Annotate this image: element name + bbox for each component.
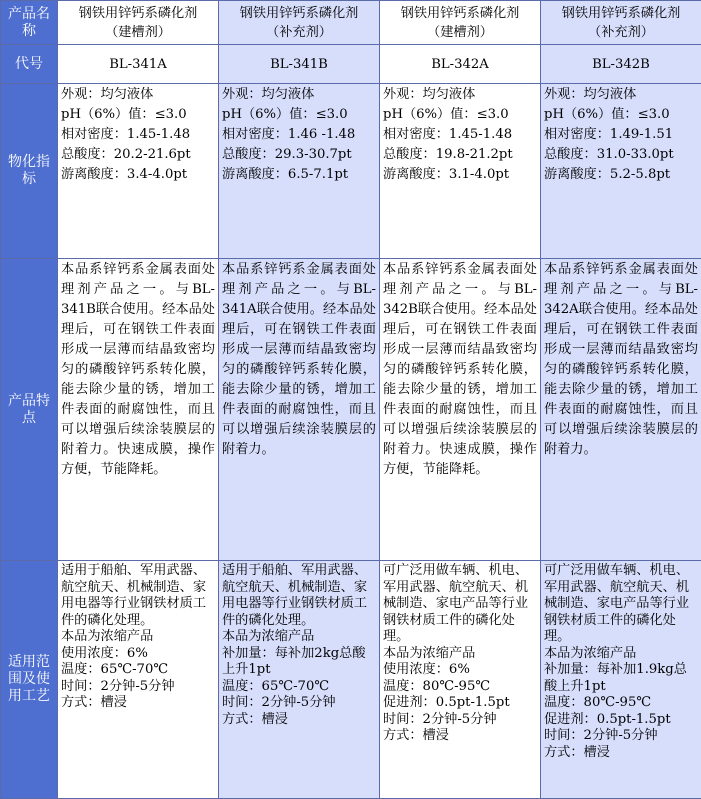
application-time: 时间：2分钟-5分钟 <box>61 679 215 696</box>
application-temperature: 温度：65℃-70℃ <box>61 662 215 679</box>
product-features: 本品系锌钙系金属表面处理剂产品之一。与BL-341B联合使用。经本品处理后，可在钢铁工件表面形成一层薄而结晶致密均匀的磷酸锌钙系转化膜，能去除少量的锈，增加工件表面的耐腐蚀性，而且可以增强后续涂装膜层的附着力。快速成膜，操作方便，节能降耗。 <box>58 259 219 561</box>
application-replenish: 补加量：每补加1.9kg总酸上升1pt <box>544 662 698 695</box>
property-ph: pH（6%）值：≤3.0 <box>222 105 376 125</box>
property-total-acidity: 总酸度：19.8-21.2pt <box>383 145 537 165</box>
cell-application <box>219 561 380 799</box>
property-density: 相对密度：1.45-1.48 <box>61 125 215 145</box>
property-free-acidity: 游离酸度：3.1-4.0pt <box>383 165 537 185</box>
row-label-features: 产品特点 <box>1 259 58 561</box>
product-type: （建槽剂） <box>383 23 537 42</box>
property-ph: pH（6%）值：≤3.0 <box>544 105 698 125</box>
application-replenish: 补加量：每补加2kg总酸上升1pt <box>222 646 376 679</box>
product-name: 钢铁用锌钙系磷化剂 <box>383 4 537 23</box>
cell-properties <box>219 84 380 259</box>
application-concentrate: 本品为浓缩产品 <box>383 646 537 663</box>
property-density: 相对密度：1.45-1.48 <box>383 125 537 145</box>
row-product-name <box>1 1 701 45</box>
application-scope: 适用于船舶、军用武器、航空航天、机械制造、家用电器等行业钢铁材质工件的磷化处理。 <box>61 563 215 629</box>
product-code: BL-342A <box>380 45 541 84</box>
property-free-acidity: 游离酸度：3.4-4.0pt <box>61 165 215 185</box>
property-free-acidity: 游离酸度：6.5-7.1pt <box>222 165 376 185</box>
property-appearance: 外观：均匀液体 <box>383 85 537 105</box>
property-appearance: 外观：均匀液体 <box>61 85 215 105</box>
application-concentrate: 本品为浓缩产品 <box>61 629 215 646</box>
row-label-application: 适用范围及使用工艺 <box>1 561 58 799</box>
product-code: BL-341A <box>58 45 219 84</box>
cell-properties <box>58 84 219 259</box>
property-density: 相对密度：1.49-1.51 <box>544 125 698 145</box>
property-ph: pH（6%）值：≤3.0 <box>61 105 215 125</box>
application-accelerator: 促进剂：0.5pt-1.5pt <box>544 712 698 729</box>
product-type: （补充剂） <box>544 23 698 42</box>
cell-application <box>541 561 701 799</box>
application-temperature: 温度：65℃-70℃ <box>222 679 376 696</box>
property-appearance: 外观：均匀液体 <box>222 85 376 105</box>
cell-product-name <box>58 1 219 45</box>
application-method: 方式：槽浸 <box>61 695 215 712</box>
application-method: 方式：槽浸 <box>383 728 537 745</box>
property-free-acidity: 游离酸度：5.2-5.8pt <box>544 165 698 185</box>
product-code: BL-342B <box>541 45 701 84</box>
product-type: （建槽剂） <box>61 23 215 42</box>
row-properties <box>1 84 701 259</box>
application-time: 时间：2分钟-5分钟 <box>383 712 537 729</box>
row-label-properties: 物化指标 <box>1 84 58 259</box>
application-concentrate: 本品为浓缩产品 <box>544 646 698 663</box>
row-label-product-name: 产品名称 <box>1 1 58 45</box>
application-method: 方式：槽浸 <box>222 712 376 729</box>
property-appearance: 外观：均匀液体 <box>544 85 698 105</box>
product-features: 本品系锌钙系金属表面处理剂产品之一。与BL-342B联合使用。经本品处理后，可在钢铁工件表面形成一层薄而结晶致密均匀的磷酸锌钙系转化膜，能去除少量的锈，增加工件表面的耐腐蚀性，而且可以增强后续涂装膜层的附着力。快速成膜，操作方便，节能降耗。 <box>380 259 541 561</box>
cell-application <box>380 561 541 799</box>
application-usage: 使用浓度：6% <box>61 646 215 663</box>
cell-properties <box>380 84 541 259</box>
application-scope: 适用于船舶、军用武器、航空航天、机械制造、家用电器等行业钢铁材质工件的磷化处理。 <box>222 563 376 629</box>
property-total-acidity: 总酸度：31.0-33.0pt <box>544 145 698 165</box>
product-name: 钢铁用锌钙系磷化剂 <box>61 4 215 23</box>
cell-application <box>58 561 219 799</box>
application-method: 方式：槽浸 <box>544 745 698 762</box>
application-accelerator: 促进剂：0.5pt-1.5pt <box>383 695 537 712</box>
product-name: 钢铁用锌钙系磷化剂 <box>544 4 698 23</box>
row-application <box>1 561 701 799</box>
row-code <box>1 45 701 84</box>
application-concentrate: 本品为浓缩产品 <box>222 629 376 646</box>
property-total-acidity: 总酸度：29.3-30.7pt <box>222 145 376 165</box>
application-usage: 使用浓度：6% <box>383 662 537 679</box>
product-features: 本品系锌钙系金属表面处理剂产品之一。与BL-341A联合使用。经本品处理后，可在钢铁工件表面形成一层薄而结晶致密均匀的磷酸锌钙系转化膜，能去除少量的锈，增加工件表面的耐腐蚀性，而且可以增强后续涂装膜层的附着力。 <box>219 259 380 561</box>
application-temperature: 温度：80℃-95℃ <box>544 695 698 712</box>
application-scope: 可广泛用做车辆、机电、军用武器、航空航天、机械制造、家电产品等行业钢铁材质工件的磷化处理。 <box>544 563 698 646</box>
application-time: 时间：2分钟-5分钟 <box>222 695 376 712</box>
product-name: 钢铁用锌钙系磷化剂 <box>222 4 376 23</box>
cell-product-name <box>541 1 701 45</box>
product-type: （补充剂） <box>222 23 376 42</box>
property-density: 相对密度：1.46 -1.48 <box>222 125 376 145</box>
product-code: BL-341B <box>219 45 380 84</box>
property-ph: pH（6%）值：≤3.0 <box>383 105 537 125</box>
application-time: 时间：2分钟-5分钟 <box>544 728 698 745</box>
cell-product-name <box>219 1 380 45</box>
row-label-code: 代号 <box>1 45 58 84</box>
application-scope: 可广泛用做车辆、机电、军用武器、航空航天、机械制造、家电产品等行业钢铁材质工件的磷化处理。 <box>383 563 537 646</box>
cell-properties <box>541 84 701 259</box>
cell-product-name <box>380 1 541 45</box>
application-temperature: 温度：80℃-95℃ <box>383 679 537 696</box>
row-features <box>1 259 701 561</box>
product-features: 本品系锌钙系金属表面处理剂产品之一。与BL-342A联合使用。经本品处理后，可在钢铁工件表面形成一层薄而结晶致密均匀的磷酸锌钙系转化膜，能去除少量的锈，增加工件表面的耐腐蚀性，而且可以增强后续涂装膜层的附着力。 <box>541 259 701 561</box>
property-total-acidity: 总酸度：20.2-21.6pt <box>61 145 215 165</box>
